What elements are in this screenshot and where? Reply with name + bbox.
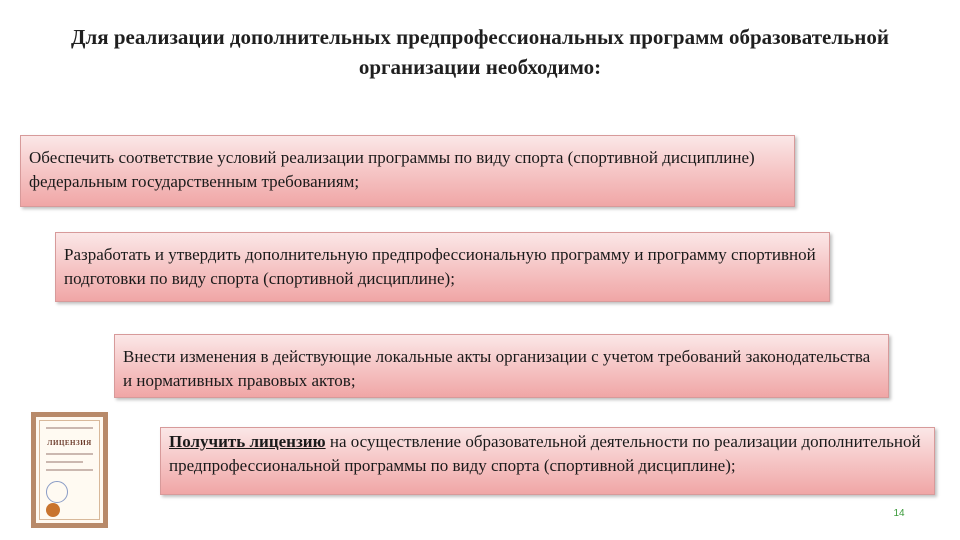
requirement-box-4 (160, 427, 935, 495)
slide-title: Для реализации дополнительных предпрофессиональных программ образовательной организации необходимо: (71, 25, 889, 79)
license-document-heading: ЛИЦЕНЗИЯ (47, 439, 92, 447)
license-stamp-icon (46, 481, 68, 503)
requirement-box-2: Разработать и утвердить дополнительную предпрофессиональную программу и программу спортивной подготовки по виду спорта (спортивной дисциплине); (55, 232, 830, 302)
requirement-box-1: Обеспечить соответствие условий реализации программы по виду спорта (спортивной дисциплине) федеральным государственным требованиям; (20, 135, 795, 207)
requirement-box-3: Внести изменения в действующие локальные акты организации с учетом требований законодательства и нормативных правовых актов; (114, 334, 889, 398)
license-document-image (31, 412, 108, 528)
page-number: 14 (893, 508, 905, 519)
license-text: на осуществление образовательной деятельности по реализации дополнительной предпрофессиональной программы по виду спорта (спортивной дисциплине); (169, 432, 921, 475)
license-seal-icon (46, 503, 60, 517)
license-emphasis: Получить лицензию (169, 432, 326, 451)
